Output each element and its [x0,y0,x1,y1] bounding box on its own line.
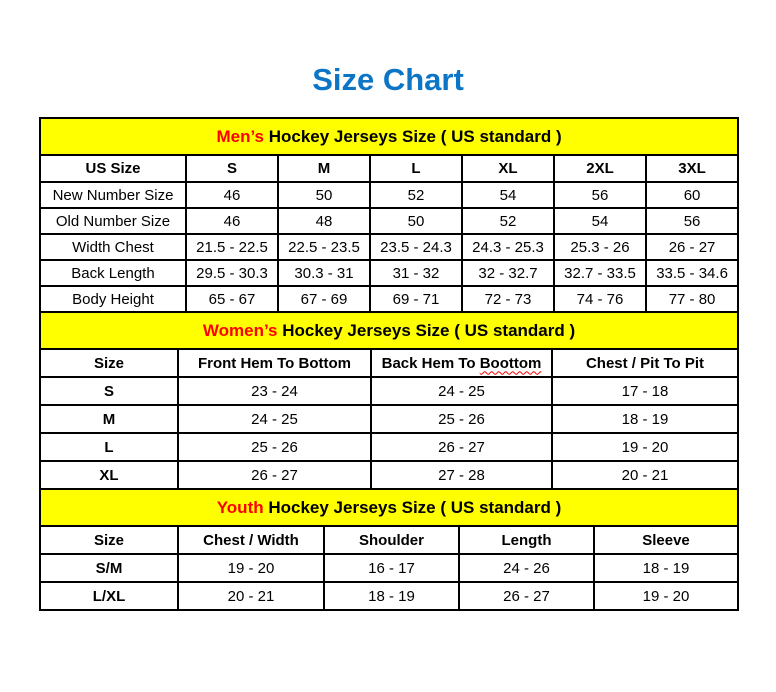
column-header: XL [462,155,554,182]
size-cell: 72 - 73 [462,286,554,312]
size-cell: 24 - 25 [178,405,371,433]
womens-header-row [40,349,738,377]
row-label: M [40,405,178,433]
size-cell: 27 - 28 [371,461,552,489]
size-cell: 54 [554,208,646,234]
size-cell: 74 - 76 [554,286,646,312]
table-row [40,260,738,286]
size-cell: 26 - 27 [371,433,552,461]
table-row [40,234,738,260]
row-label: Body Height [40,286,186,312]
size-cell: 17 - 18 [552,377,738,405]
size-tables-stack [39,117,737,611]
size-cell: 46 [186,182,278,208]
size-cell: 33.5 - 34.6 [646,260,738,286]
row-label: Old Number Size [40,208,186,234]
column-header: US Size [40,155,186,182]
mens-title-rest: Hockey Jerseys Size ( US standard ) [264,126,562,146]
size-cell: 50 [278,182,370,208]
column-header-text: Back Hem To [381,354,480,372]
table-row [40,377,738,405]
row-label: L [40,433,178,461]
table-row [40,208,738,234]
size-cell: 77 - 80 [646,286,738,312]
table-row [40,582,738,610]
size-cell: 60 [646,182,738,208]
size-cell: 18 - 19 [594,554,738,582]
size-cell: 21.5 - 22.5 [186,234,278,260]
youth-header-row [40,526,738,554]
size-cell: 23 - 24 [178,377,371,405]
size-cell: 26 - 27 [178,461,371,489]
size-cell: 16 - 17 [324,554,459,582]
size-cell: 48 [278,208,370,234]
mens-table-title [40,118,738,155]
size-cell: 69 - 71 [370,286,462,312]
size-cell: 25.3 - 26 [554,234,646,260]
size-cell: 23.5 - 24.3 [370,234,462,260]
table-row [40,182,738,208]
column-header: Size [40,349,178,377]
youth-table-title [40,489,738,526]
size-cell: 67 - 69 [278,286,370,312]
column-header: 3XL [646,155,738,182]
size-cell: 50 [370,208,462,234]
size-cell: 52 [462,208,554,234]
mens-header-row [40,155,738,182]
table-row [40,461,738,489]
row-label: Back Length [40,260,186,286]
size-cell: 22.5 - 23.5 [278,234,370,260]
column-header: M [278,155,370,182]
youth-table-title-row [40,489,738,526]
table-row [40,405,738,433]
size-cell: 26 - 27 [646,234,738,260]
mens-title-highlight: Men’s [216,126,264,146]
womens-size-table [39,311,739,490]
row-label: XL [40,461,178,489]
mens-size-table [39,117,739,313]
womens-title-rest: Hockey Jerseys Size ( US standard ) [277,320,576,340]
size-cell: 24 - 26 [459,554,594,582]
row-label: S/M [40,554,178,582]
size-cell: 32 - 32.7 [462,260,554,286]
size-cell: 19 - 20 [178,554,324,582]
womens-table-title [40,312,738,349]
youth-title-rest: Hockey Jerseys Size ( US standard ) [263,497,562,517]
column-header: S [186,155,278,182]
size-cell: 65 - 67 [186,286,278,312]
size-cell: 46 [186,208,278,234]
womens-title-highlight: Women’s [202,320,278,340]
misspelled-word: Boottom [479,354,542,372]
size-cell: 24 - 25 [371,377,552,405]
column-header: L [370,155,462,182]
row-label: L/XL [40,582,178,610]
column-header: Shoulder [324,526,459,554]
size-cell: 18 - 19 [552,405,738,433]
column-header [371,349,552,377]
size-cell: 29.5 - 30.3 [186,260,278,286]
youth-size-table [39,488,739,611]
size-cell: 54 [462,182,554,208]
size-cell: 56 [646,208,738,234]
page-title: Size Chart [312,62,464,97]
column-header: Sleeve [594,526,738,554]
table-row [40,554,738,582]
table-row [40,433,738,461]
size-cell: 18 - 19 [324,582,459,610]
size-cell: 25 - 26 [371,405,552,433]
column-header: Chest / Pit To Pit [552,349,738,377]
size-cell: 19 - 20 [552,433,738,461]
column-header: Size [40,526,178,554]
column-header: Front Hem To Bottom [178,349,371,377]
size-cell: 20 - 21 [552,461,738,489]
size-cell: 24.3 - 25.3 [462,234,554,260]
size-cell: 26 - 27 [459,582,594,610]
column-header: Chest / Width [178,526,324,554]
row-label: New Number Size [40,182,186,208]
size-cell: 52 [370,182,462,208]
mens-table-title-row [40,118,738,155]
youth-title-highlight: Youth [216,497,264,517]
size-cell: 31 - 32 [370,260,462,286]
row-label: S [40,377,178,405]
column-header: Length [459,526,594,554]
size-cell: 32.7 - 33.5 [554,260,646,286]
size-cell: 20 - 21 [178,582,324,610]
size-cell: 56 [554,182,646,208]
size-cell: 19 - 20 [594,582,738,610]
table-row [40,286,738,312]
size-cell: 30.3 - 31 [278,260,370,286]
column-header: 2XL [554,155,646,182]
size-cell: 25 - 26 [178,433,371,461]
womens-table-title-row [40,312,738,349]
row-label: Width Chest [40,234,186,260]
